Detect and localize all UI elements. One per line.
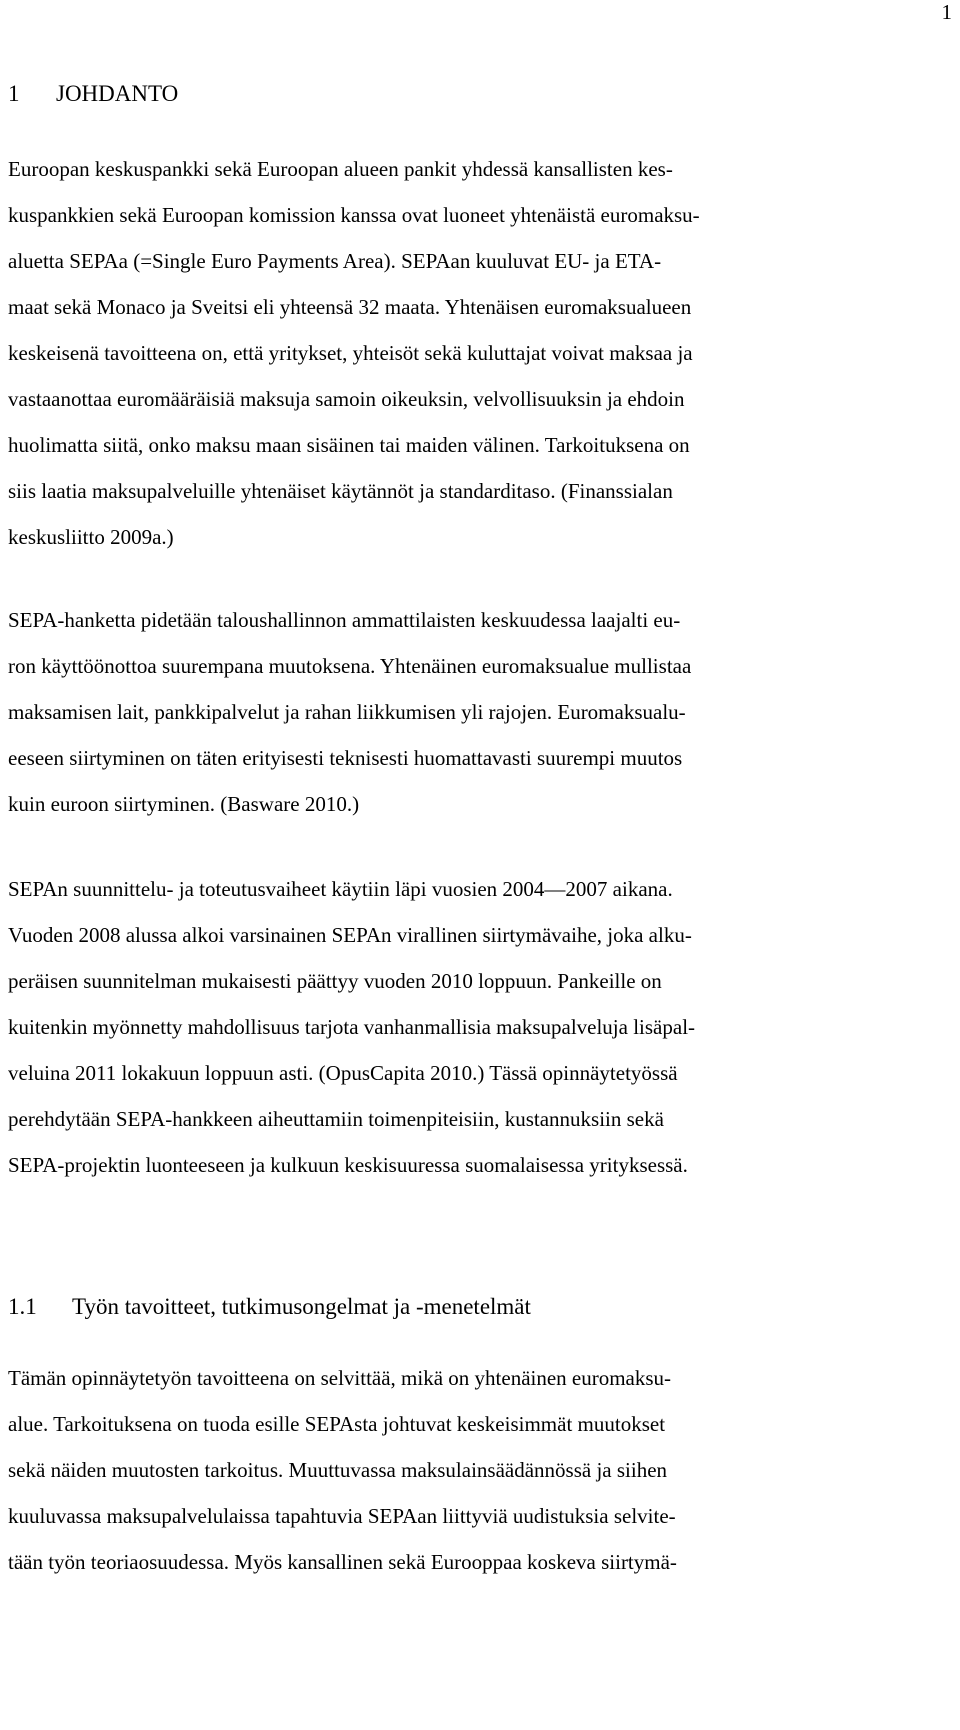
text-line: SEPA-projektin luonteeseen ja kulkuun keskisuuressa suomalaisessa yrityksessä. <box>8 1153 688 1177</box>
text-line: aluetta SEPAa (=Single Euro Payments Area). SEPAan kuuluvat EU- ja ETA- <box>8 249 662 273</box>
text-line: tään työn teoriaosuudessa. Myös kansallinen sekä Eurooppaa koskeva siirtymä- <box>8 1550 677 1574</box>
chapter-title: JOHDANTO <box>56 81 179 106</box>
text-line: SEPA-hanketta pidetään taloushallinnon ammattilaisten keskuudessa laajalti eu- <box>8 608 681 632</box>
paragraph-sepa-change <box>8 597 948 827</box>
chapter-number: 1 <box>8 81 20 106</box>
text-line: sekä näiden muutosten tarkoitus. Muuttuvassa maksulainsäädännössä ja siihen <box>8 1458 668 1482</box>
text-line: peräisen suunnitelman mukaisesti päättyy vuoden 2010 loppuun. Pankeille on <box>8 969 662 993</box>
text-line: perehdytään SEPA-hankkeen aiheuttamiin toimenpiteisiin, kustannuksiin sekä <box>8 1107 664 1131</box>
text-line: eeseen siirtyminen on täten erityisesti teknisesti huomattavasti suurempi muutos <box>8 746 683 770</box>
text-line: alue. Tarkoituksena on tuoda esille SEPAsta johtuvat keskeisimmät muutokset <box>8 1412 666 1436</box>
paragraph-objectives <box>8 1355 948 1585</box>
text-line: SEPAn suunnittelu- ja toteutusvaiheet käytiin läpi vuosien 2004—2007 aikana. <box>8 877 673 901</box>
text-line: maksamisen lait, pankkipalvelut ja rahan liikkumisen yli rajojen. Euromaksualu- <box>8 700 686 724</box>
section-title: Työn tavoitteet, tutkimusongelmat ja -menetelmät <box>72 1294 531 1319</box>
paragraph-sepa-timeline <box>8 866 948 1188</box>
paragraph-intro <box>8 146 948 560</box>
text-line: Euroopan keskuspankki sekä Euroopan alueen pankit yhdessä kansallisten kes- <box>8 157 673 181</box>
text-line: kuin euroon siirtyminen. (Basware 2010.) <box>8 792 360 816</box>
chapter-heading <box>8 80 178 108</box>
text-line: kuitenkin myönnetty mahdollisuus tarjota vanhanmallisia maksupalveluja lisäpal- <box>8 1015 696 1039</box>
text-line: ron käyttöönottoa suurempana muutoksena. Yhtenäinen euromaksualue mullistaa <box>8 654 692 678</box>
text-line: siis laatia maksupalveluille yhtenäiset käytännöt ja standarditaso. (Finanssialan <box>8 479 673 503</box>
text-line: Tämän opinnäytetyön tavoitteena on selvittää, mikä on yhtenäinen euromaksu- <box>8 1366 672 1390</box>
text-line: maat sekä Monaco ja Sveitsi eli yhteensä 32 maata. Yhtenäisen euromaksualueen <box>8 295 692 319</box>
text-line: Vuoden 2008 alussa alkoi varsinainen SEPAn virallinen siirtymävaihe, joka alku- <box>8 923 692 947</box>
section-heading <box>8 1293 531 1321</box>
text-line: keskeisenä tavoitteena on, että yritykset, yhteisöt sekä kuluttajat voivat maksaa ja <box>8 341 693 365</box>
page-number: 1 <box>941 0 952 24</box>
text-line: huolimatta siitä, onko maksu maan sisäinen tai maiden välinen. Tarkoituksena on <box>8 433 690 457</box>
text-line: keskusliitto 2009a.) <box>8 525 174 549</box>
text-line: kuuluvassa maksupalvelulaissa tapahtuvia SEPAan liittyviä uudistuksia selvite- <box>8 1504 676 1528</box>
text-line: veluina 2011 lokakuun loppuun asti. (OpusCapita 2010.) Tässä opinnäytetyössä <box>8 1061 678 1085</box>
section-number: 1.1 <box>8 1294 37 1319</box>
text-line: kuspankkien sekä Euroopan komission kanssa ovat luoneet yhtenäistä euromaksu- <box>8 203 700 227</box>
text-line: vastaanottaa euromääräisiä maksuja samoin oikeuksin, velvollisuuksin ja ehdoin <box>8 387 685 411</box>
